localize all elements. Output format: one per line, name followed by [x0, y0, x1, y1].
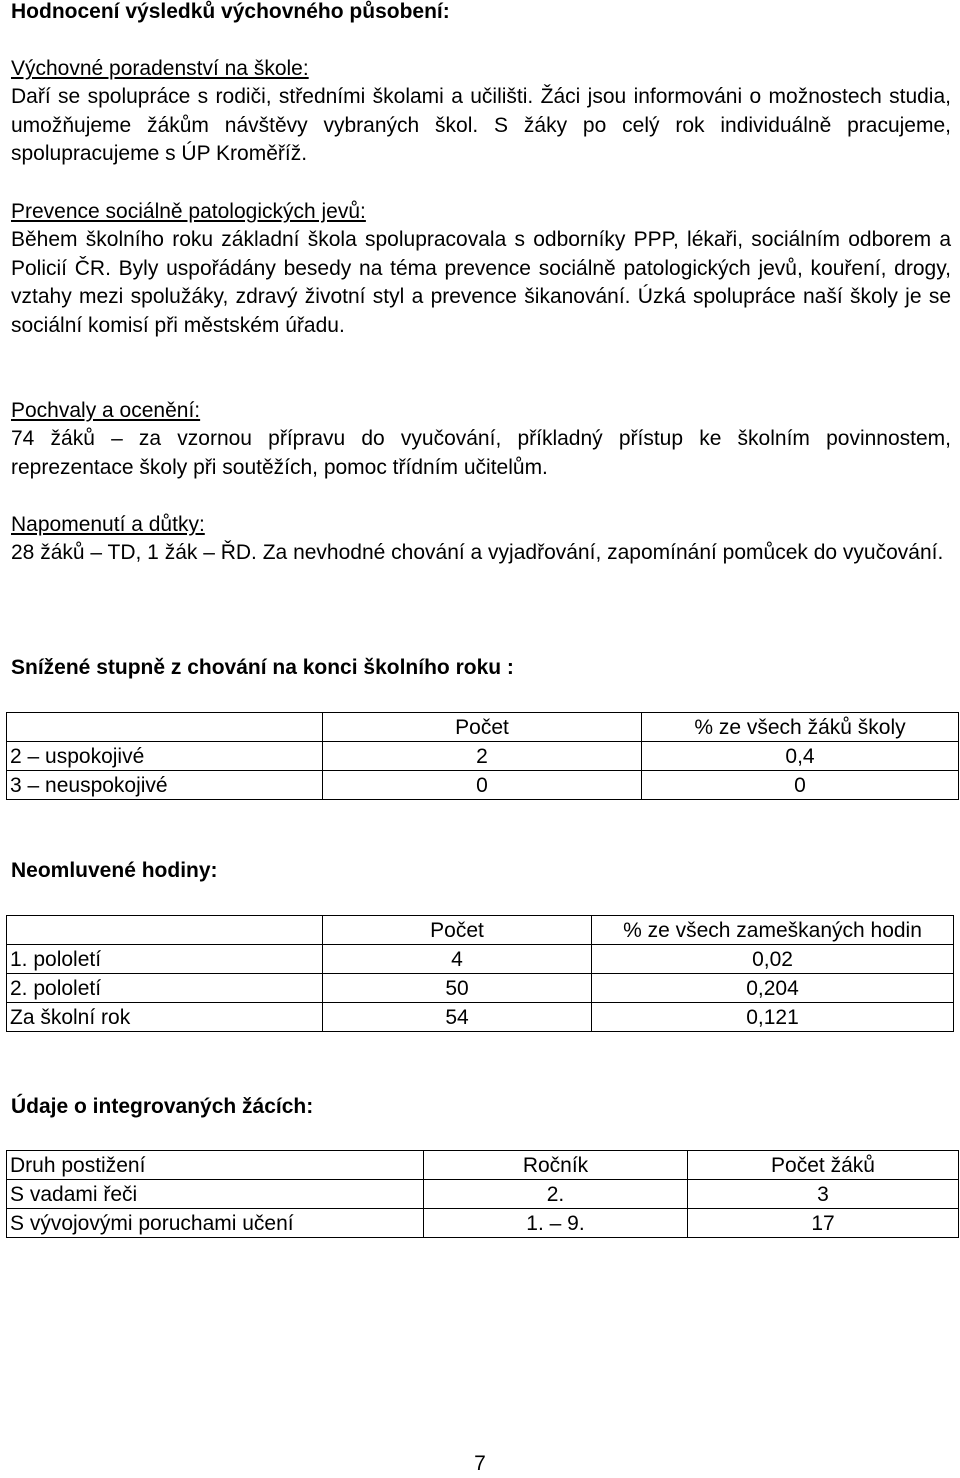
table-header-cell — [7, 916, 323, 945]
table-header-cell: Ročník — [424, 1151, 688, 1180]
table-row — [7, 974, 954, 1003]
table-cell: 1. pololetí — [7, 945, 323, 974]
section-title-prevence: Prevence sociálně patologických jevů: — [11, 200, 366, 223]
absence-heading: Neomluvené hodiny: — [11, 859, 218, 882]
table-header-cell: Počet — [323, 713, 642, 742]
table-header-cell: Počet žáků — [688, 1151, 959, 1180]
integrated-table — [6, 1150, 959, 1238]
table-cell: 2. pololetí — [7, 974, 323, 1003]
table-cell: 4 — [323, 945, 592, 974]
absence-table — [6, 915, 954, 1032]
section-text-poradenstvi: Daří se spolupráce s rodiči, středními školami a učilišti. Žáci jsou informováni o možnostech studia, umožňujeme žákům návštěvy vybraných škol. S žáky po celý rok individuálně pracujeme, spolupracujeme s ÚP Kroměříž. — [11, 85, 951, 165]
section-text-prevence: Během školního roku základní škola spolupracovala s odborníky PPP, lékaři, sociálním odborem a Policií ČR. Byly uspořádány besedy na téma prevence sociálně patologických jevů, kouření, drogy, vztahy mezi spolužáky, zdravý životní styl a prevence šikanování. Úzká spolupráce naší školy je se sociální komisí při městském úřadu. — [11, 228, 951, 337]
table-cell: Za školní rok — [7, 1003, 323, 1032]
section-text-napomenuti: 28 žáků – TD, 1 žák – ŘD. Za nevhodné chování a vyjadřování, zapomínání pomůcek do vyučování. — [11, 541, 944, 564]
page-number: 7 — [474, 1452, 486, 1475]
table-row — [7, 1209, 959, 1238]
table-header-cell: % ze všech žáků školy — [642, 713, 959, 742]
table-cell: 1. – 9. — [424, 1209, 688, 1238]
table-row — [7, 1003, 954, 1032]
table-row — [7, 945, 954, 974]
table-row — [7, 742, 959, 771]
main-heading: Hodnocení výsledků výchovného působení: — [11, 0, 450, 23]
table-header-cell: Druh postižení — [7, 1151, 424, 1180]
table-header-row — [7, 713, 959, 742]
table-cell: S vadami řeči — [7, 1180, 424, 1209]
table-cell: 2. — [424, 1180, 688, 1209]
table-cell: 0 — [642, 771, 959, 800]
table-row — [7, 771, 959, 800]
section-title-napomenuti: Napomenutí a důtky: — [11, 513, 205, 536]
table-row — [7, 1180, 959, 1209]
table-cell: 2 — [323, 742, 642, 771]
section-text-pochvaly: 74 žáků – za vzornou přípravu do vyučování, příkladný přístup ke školním povinnostem, reprezentace školy při soutěžích, pomoc třídním učitelům. — [11, 427, 951, 479]
table-cell: 17 — [688, 1209, 959, 1238]
table-header-row — [7, 916, 954, 945]
table-cell: S vývojovými poruchami učení — [7, 1209, 424, 1238]
table-cell: 0 — [323, 771, 642, 800]
table-cell: 3 – neuspokojivé — [7, 771, 323, 800]
table-cell: 0,02 — [592, 945, 954, 974]
table-header-cell: % ze všech zameškaných hodin — [592, 916, 954, 945]
section-title-poradenstvi: Výchovné poradenství na škole: — [11, 57, 309, 80]
table-cell: 54 — [323, 1003, 592, 1032]
behavior-heading: Snížené stupně z chování na konci školního roku : — [11, 656, 514, 679]
table-header-cell — [7, 713, 323, 742]
table-cell: 50 — [323, 974, 592, 1003]
behavior-table — [6, 712, 959, 800]
table-cell: 0,4 — [642, 742, 959, 771]
table-cell: 2 – uspokojivé — [7, 742, 323, 771]
table-cell: 0,204 — [592, 974, 954, 1003]
section-title-pochvaly: Pochvaly a ocenění: — [11, 399, 201, 422]
integrated-heading: Údaje o integrovaných žácích: — [11, 1095, 314, 1118]
table-cell: 0,121 — [592, 1003, 954, 1032]
table-cell: 3 — [688, 1180, 959, 1209]
table-header-cell: Počet — [323, 916, 592, 945]
table-header-row — [7, 1151, 959, 1180]
